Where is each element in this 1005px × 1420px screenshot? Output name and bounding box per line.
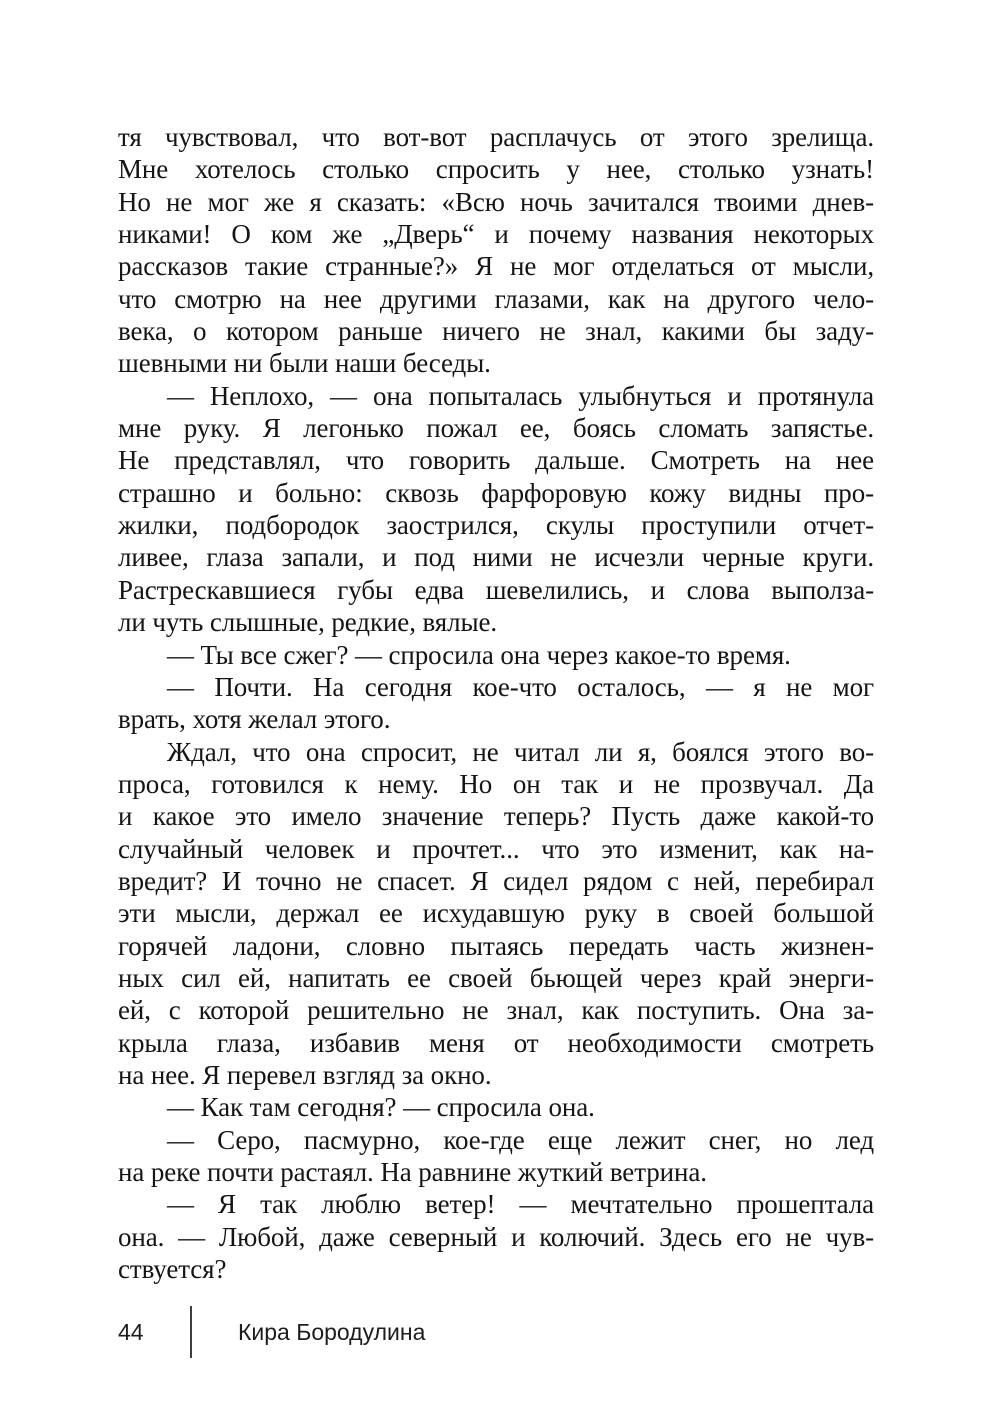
text-line: — Ты все сжег? — спросила она через какое-то время. <box>167 639 791 670</box>
text-line: что смотрю на нее другими глазами, как на другого чело- <box>118 283 874 314</box>
text-line: и какое это имело значение теперь? Пусть даже какой-то <box>118 801 874 832</box>
page-number: 44 <box>118 1318 144 1345</box>
text-line: — Я так люблю ветер! — мечтательно прошептала <box>167 1189 874 1220</box>
text-line: вредит? И точно не спасет. Я сидел рядом с ней, перебирал <box>118 865 874 896</box>
text-line: горячей ладони, словно пытаясь передать часть жизнен- <box>118 930 874 961</box>
text-line: Растрескавшиеся губы едва шевелились, и слова выполза- <box>118 574 874 605</box>
footer-divider <box>190 1306 192 1358</box>
paragraph <box>118 671 874 736</box>
text-line: Но не мог же я сказать: «Всю ночь зачитался твоими днев- <box>118 186 874 217</box>
text-line: шевными ни были наши беседы. <box>118 348 491 379</box>
text-line: ствуется? <box>118 1254 227 1285</box>
text-line: ных сил ей, напитать ее своей бьющей через край энерги- <box>118 962 874 993</box>
text-line: ли чуть слышные, редкие, вялые. <box>118 607 498 638</box>
paragraph <box>118 1188 874 1285</box>
text-line: Ждал, что она спросит, не читал ли я, боялся этого во- <box>167 736 874 767</box>
text-line: страшно и больно: сквозь фарфоровую кожу видны про- <box>118 477 874 508</box>
text-line: Мне хотелось столько спросить у нее, столько узнать! <box>118 154 874 185</box>
text-block <box>118 121 874 1285</box>
text-line: — Серо, пасмурно, кое-где еще лежит снег, но лед <box>167 1124 874 1155</box>
text-line: рассказов такие странные?» Я не мог отделаться от мысли, <box>118 251 874 282</box>
paragraph <box>118 121 874 380</box>
text-line: случайный человек и прочтет... что это изменит, как на- <box>118 833 874 864</box>
paragraph <box>118 1124 874 1189</box>
paragraph <box>118 639 874 671</box>
text-line: Не представлял, что говорить дальше. Смотреть на нее <box>118 445 874 476</box>
text-line: на реке почти растаял. На равнине жуткий ветрина. <box>118 1157 707 1187</box>
text-line: крыла глаза, избавив меня от необходимости смотреть <box>118 1027 874 1058</box>
paragraph <box>118 1091 874 1123</box>
text-line: — Почти. На сегодня кое-что осталось, — я не мог <box>167 671 874 702</box>
text-line: ей, с которой решительно не знал, как поступить. Она за- <box>118 995 874 1026</box>
text-line: века, о котором раньше ничего не знал, какими бы заду- <box>118 316 874 347</box>
text-line: — Как там сегодня? — спросила она. <box>167 1092 595 1123</box>
paragraph <box>118 736 874 1092</box>
page-footer <box>118 1305 425 1359</box>
text-line: эти мысли, держал ее исхудавшую руку в своей большой <box>118 898 874 929</box>
author-name: Кира Бородулина <box>238 1318 426 1345</box>
text-line: мне руку. Я легонько пожал ее, боясь сломать запястье. <box>118 413 874 444</box>
text-line: на нее. Я перевел взгляд за окно. <box>118 1059 492 1090</box>
text-line: тя чувствовал, что вот-вот расплачусь от этого зрелища. <box>118 122 874 152</box>
text-line: ливее, глаза запали, и под ними не исчезли черные круги. <box>118 542 874 573</box>
text-line: она. — Любой, даже северный и колючий. Здесь его не чув- <box>118 1221 874 1252</box>
text-line: проса, готовился к нему. Но он так и не прозвучал. Да <box>118 768 874 799</box>
text-line: врать, хотя желал этого. <box>118 704 391 735</box>
paragraph <box>118 380 874 639</box>
text-line: никами! О ком же „Дверь“ и почему названия некоторых <box>118 219 874 250</box>
text-line: жилки, подбородок заострился, скулы проступили отчет- <box>118 510 874 541</box>
text-line: — Неплохо, — она попыталась улыбнуться и протянула <box>167 380 874 411</box>
